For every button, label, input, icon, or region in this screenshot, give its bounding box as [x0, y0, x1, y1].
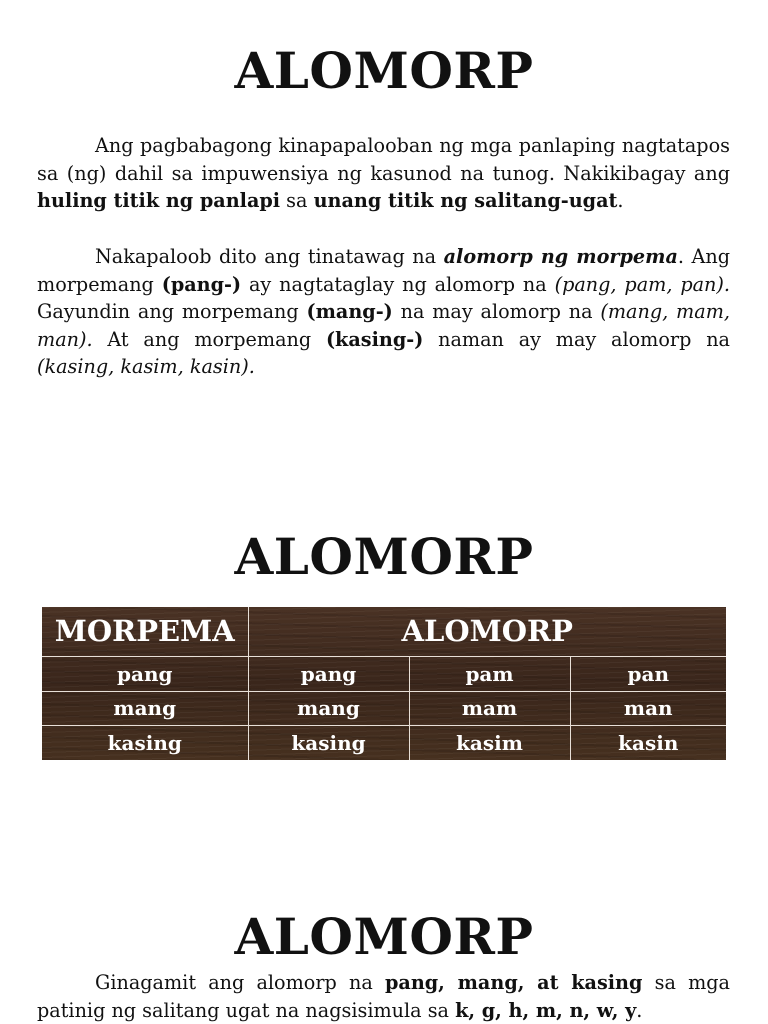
bold-run: (mang-)	[306, 300, 393, 323]
bold-italic-run: alomorp ng morpema	[443, 245, 678, 268]
text-run: ay nagtataglay ng alomorp na	[241, 272, 555, 296]
table-header-row	[42, 607, 726, 656]
section3-title: ALOMORP	[234, 907, 534, 966]
text-run: sa	[280, 189, 314, 212]
table-cell: mam	[409, 691, 570, 726]
header-morpema: MORPEMA	[42, 607, 248, 656]
table-row	[42, 726, 726, 760]
table-cell: pan	[570, 656, 726, 691]
table-cell: kasing	[42, 726, 248, 760]
table-cell: pam	[409, 656, 570, 691]
bold-run: k, g, h, m, n, w, y	[455, 998, 637, 1022]
text-run: Ginagamit ang alomorp na	[95, 971, 385, 994]
section1-paragraph-2	[37, 243, 730, 381]
bold-run: (pang-)	[161, 272, 242, 296]
table-cell: pang	[248, 656, 409, 691]
text-run: sa mga patinig ng salitang ugat na nagsisimula sa	[37, 971, 730, 1022]
alomorp-table	[42, 607, 726, 760]
text-run: na may alomorp na	[392, 300, 601, 323]
table-row	[42, 656, 726, 691]
text-run: .	[636, 998, 643, 1022]
table-cell: kasing	[248, 726, 409, 760]
table-cell: mang	[42, 691, 248, 726]
italic-run: (kasing, kasim, kasin).	[37, 355, 255, 378]
table-row	[42, 691, 726, 726]
section3-paragraph-1	[37, 969, 730, 1024]
text-run: .	[617, 189, 624, 212]
bold-run: unang titik ng salitang-ugat	[313, 189, 618, 212]
header-alomorp: ALOMORP	[248, 607, 726, 656]
section2-title: ALOMORP	[234, 527, 534, 586]
alomorp-table-grid	[42, 607, 726, 760]
table-cell: man	[570, 691, 726, 726]
table-cell: pang	[42, 656, 248, 691]
text-run: naman ay may alomorp na	[423, 327, 730, 351]
table-cell: kasim	[409, 726, 570, 760]
text-run: Gayundin ang morpemang	[37, 300, 307, 323]
text-run: At ang morpemang	[92, 327, 326, 351]
bold-run: huling titik ng panlapi	[37, 189, 281, 212]
italic-run: (mang, mam, man).	[37, 300, 730, 351]
text-run: Nakapaloob dito ang tinatawag na	[95, 245, 444, 268]
table-cell: mang	[248, 691, 409, 726]
section1-paragraph-1	[37, 132, 730, 215]
text-run: . Ang morpemang	[37, 245, 730, 296]
bold-run: (kasing-)	[325, 327, 424, 351]
section1-title: ALOMORP	[234, 41, 534, 100]
italic-run: (pang, pam, pan).	[554, 272, 730, 296]
text-run: Ang pagbabagong kinapapalooban ng mga panlaping nagtatapos sa (ng) dahil sa impuwensiya ng kasunod na tunog. Nakikibagay ang	[37, 134, 730, 185]
table-cell: kasin	[570, 726, 726, 760]
bold-run: pang, mang, at kasing	[384, 971, 643, 994]
